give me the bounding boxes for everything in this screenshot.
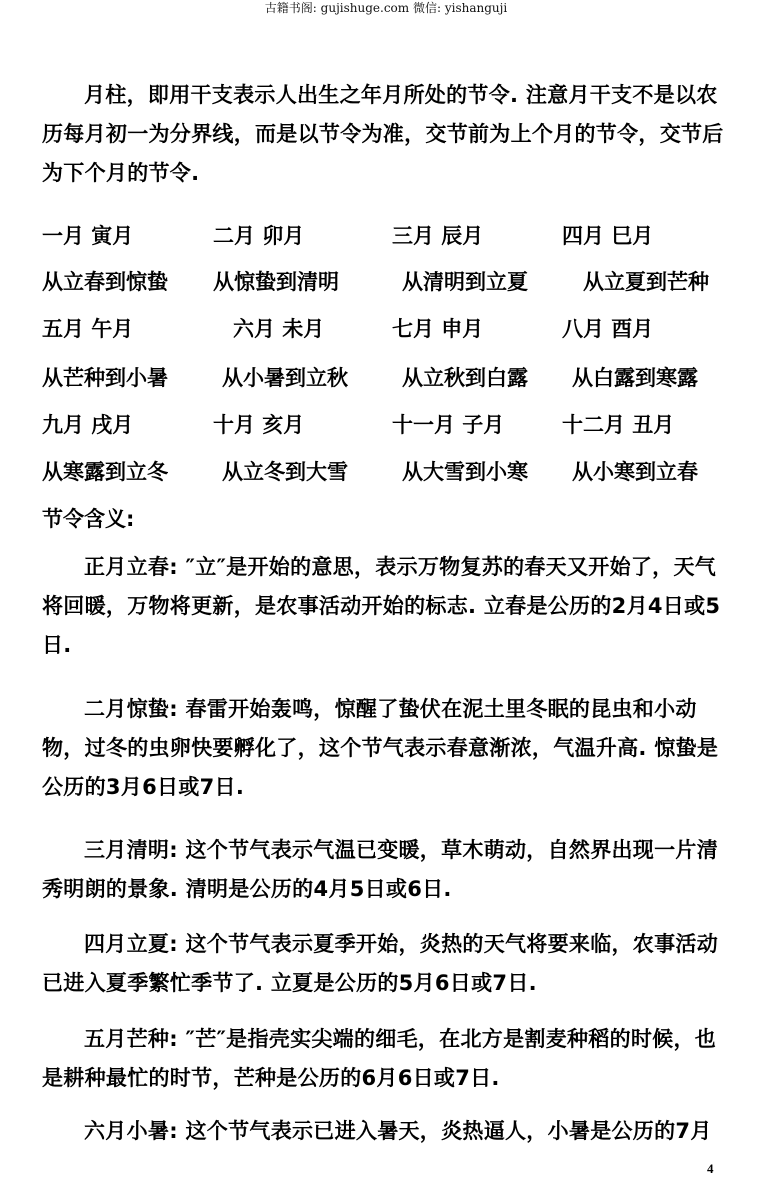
month-name: 四月 巳月 xyxy=(562,224,654,248)
month-name: 十一月 子月 xyxy=(392,413,505,437)
month-range: 从芒种到小暑 xyxy=(42,366,168,390)
month-range: 从立夏到芒种 xyxy=(583,270,709,294)
term-text: 六月小暑: 这个节气表示已进入暑天，炎热逼人，小暑是公历的7月 xyxy=(84,1119,712,1143)
intro-paragraph xyxy=(42,76,732,193)
intro-text: 月柱，即用干支表示人出生之年月所处的节令. 注意月干支不是以农历每月初一为分界线，而是以节令为准，交节前为上个月的节令，交节后为下个月的节令. xyxy=(42,83,724,185)
month-range: 从小寒到立春 xyxy=(572,460,698,484)
month-range: 从立冬到大雪 xyxy=(222,460,348,484)
month-range: 从小暑到立秋 xyxy=(222,366,348,390)
term-paragraph-jingzhe xyxy=(42,690,732,807)
month-name: 五月 午月 xyxy=(42,317,134,341)
term-text: 三月清明: 这个节气表示气温已变暖，草木萌动，自然界出现一片清秀明朗的景象. 清明是公历的4月5日或6日. xyxy=(42,838,719,901)
month-name: 七月 申月 xyxy=(392,317,484,341)
month-range: 从寒露到立冬 xyxy=(42,460,168,484)
month-name: 三月 辰月 xyxy=(392,224,484,248)
month-range: 从立春到惊蛰 xyxy=(42,270,168,294)
term-paragraph-lichun xyxy=(42,548,732,665)
term-paragraph-mangzhong xyxy=(42,1020,732,1098)
month-range: 从清明到立夏 xyxy=(402,270,528,294)
month-name: 二月 卯月 xyxy=(213,224,305,248)
month-range: 从大雪到小寒 xyxy=(402,460,528,484)
month-name: 九月 戌月 xyxy=(42,413,134,437)
month-name: 六月 未月 xyxy=(233,317,325,341)
term-paragraph-xiaoshu xyxy=(42,1112,732,1151)
month-name: 八月 酉月 xyxy=(562,317,654,341)
term-paragraph-lixia xyxy=(42,925,732,1003)
month-range: 从立秋到白露 xyxy=(402,366,528,390)
month-name: 十月 亥月 xyxy=(213,413,305,437)
term-text: 二月惊蛰: 春雷开始轰鸣，惊醒了蛰伏在泥土里冬眠的昆虫和小动物，过冬的虫卵快要孵化了，这个节气表示春意渐浓，气温升高. 惊蛰是公历的3月6日或7日. xyxy=(42,697,719,799)
term-text: 正月立春: ″立″是开始的意思，表示万物复苏的春天又开始了，天气将回暖，万物将更新，是农事活动开始的标志. 立春是公历的2月4日或5日. xyxy=(42,555,721,657)
month-name: 一月 寅月 xyxy=(42,224,134,248)
section-title: 节令含义: xyxy=(42,507,135,531)
term-text: 四月立夏: 这个节气表示夏季开始，炎热的天气将要来临，农事活动已进入夏季繁忙季节了. 立夏是公历的5月6日或7日. xyxy=(42,932,719,995)
month-range: 从白露到寒露 xyxy=(572,366,698,390)
term-text: 五月芒种: ″芒″是指壳实尖端的细毛，在北方是割麦种稻的时候，也是耕种最忙的时节，芒种是公历的6月6日或7日. xyxy=(42,1027,717,1090)
term-paragraph-qingming xyxy=(42,831,732,909)
month-range: 从惊蛰到清明 xyxy=(213,270,339,294)
month-name: 十二月 丑月 xyxy=(562,413,675,437)
site-watermark-header: 古籍书阁: gujishuge.com 微信: yishanguji xyxy=(264,1,508,15)
page-number: 4 xyxy=(707,1161,714,1176)
